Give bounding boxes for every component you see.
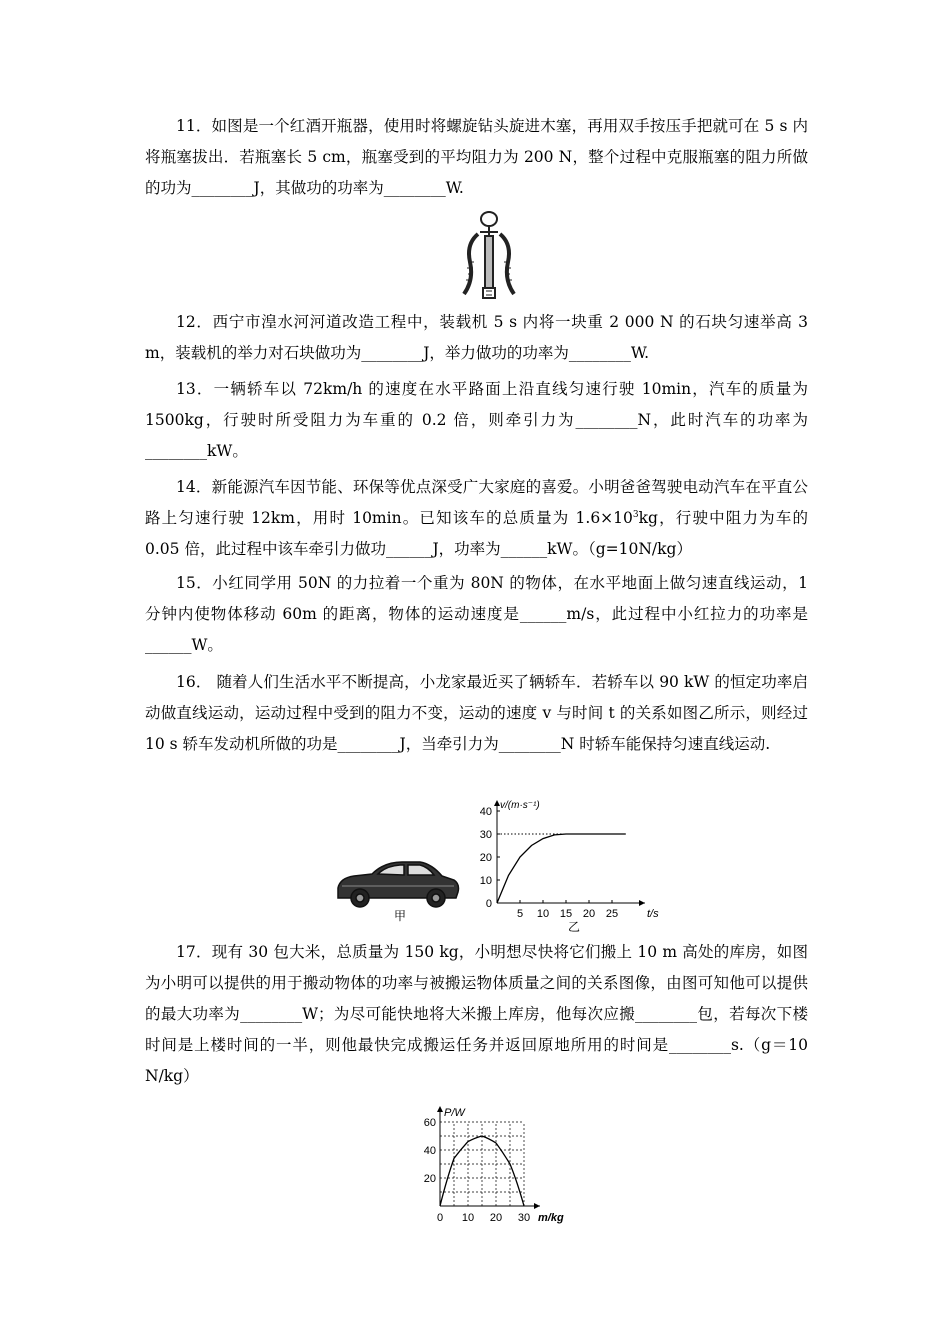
question-12-text: 12．西宁市湟水河河道改造工程中，装载机 5 s 内将一块重 2 000 N 的石块匀速举高 3 m，装载机的举力对石块做功为________J，举力做功的功率为________W. xyxy=(145,313,808,362)
y-tick-label: 20 xyxy=(423,1173,436,1185)
x-axis-arrow xyxy=(639,900,645,906)
question-13-text: 13．一辆轿车以 72km/h 的速度在水平路面上沿直线匀速行驶 10min，汽车的质量为1500kg，行驶时所受阻力为车重的 0.2 倍，则牵引力为________N，此时汽车的功率为________kW。 xyxy=(145,380,808,460)
y-tick-label: 10 xyxy=(479,875,492,887)
question-14-text-b: kg，行驶中阻力为车的 0.05 倍，此过程中该车牵引力做功______J，功率为______kW。（g=10N/kg） xyxy=(145,509,808,558)
x-tick-label: 10 xyxy=(461,1212,475,1224)
y-tick-label: 60 xyxy=(423,1117,436,1129)
x-tick-label: 5 xyxy=(516,908,524,920)
question-14-exponent: 3 xyxy=(632,509,639,520)
x-tick-label: 25 xyxy=(605,908,619,920)
y-axis-label: v/(m·s⁻¹) xyxy=(500,800,540,811)
corkscrew-figure xyxy=(458,210,520,302)
question-14 xyxy=(145,472,808,565)
velocity-time-chart xyxy=(470,796,660,938)
question-13 xyxy=(145,374,808,467)
y-tick-label: 30 xyxy=(479,829,492,841)
x-tick-label: 10 xyxy=(536,908,550,920)
x-tick-label: 0 xyxy=(436,1212,444,1224)
question-12 xyxy=(145,307,808,369)
question-15-text: 15．小红同学用 50N 的力拉着一个重为 80N 的物体，在水平地面上做匀速直线运动，1 分钟内使物体移动 60m 的距离，物体的运动速度是______m/s，此过程中小红拉力的功率是______W。 xyxy=(145,574,808,654)
question-17-text: 17．现有 30 包大米，总质量为 150 kg，小明想尽快将它们搬上 10 m 高处的库房，如图为小明可以提供的用于搬动物体的功率与被搬运物体质量之间的关系图像，由图可知他可以提供的最大功率为________W；为尽可能快地将大米搬上库房，他每次应搬________包，若每次下楼时间是上楼时间的一半，则他最快完成搬运任务并返回原地所用的时间是________s.（g＝10 N/kg） xyxy=(145,943,808,1085)
y-tick-label: 40 xyxy=(423,1145,436,1157)
velocity-curve xyxy=(497,834,626,903)
power-curve xyxy=(440,1136,524,1206)
x-tick-label: 30 xyxy=(517,1212,531,1224)
question-11-text: 11．如图是一个红酒开瓶器，使用时将螺旋钻头旋进木塞，再用双手按压手把就可在 5 s 内将瓶塞拔出．若瓶塞长 5 cm，瓶塞受到的平均阻力为 200 N，整个过程中克服瓶塞的阻力所做的功为________J，其做功的功率为________W. xyxy=(145,117,808,197)
question-11 xyxy=(145,111,808,204)
y-tick-label: 20 xyxy=(479,852,492,864)
car-figure xyxy=(332,852,462,922)
question-15 xyxy=(145,568,808,661)
x-axis-label: m/kg xyxy=(538,1212,564,1224)
question-17 xyxy=(145,937,808,1092)
y-tick-label: 40 xyxy=(479,806,492,818)
question-16-text: 16． 随着人们生活水平不断提高，小龙家最近买了辆轿车．若轿车以 90 kW 的恒定功率启动做直线运动，运动过程中受到的阻力不变，运动的速度 v 与时间 t 的关系如图乙所示，则经过 10 s 轿车发动机所做的功是________J，当牵引力为________N 时轿车能保持匀速直线运动. xyxy=(145,673,808,753)
y-axis-arrow xyxy=(437,1106,443,1112)
x-axis-label: t/s xyxy=(647,908,659,920)
x-tick-label: 20 xyxy=(582,908,596,920)
velocity-chart-label: 乙 xyxy=(568,920,581,934)
x-tick-label: 15 xyxy=(559,908,573,920)
question-14-text-a: 14．新能源汽车因节能、环保等优点深受广大家庭的喜爱。小明爸爸驾驶电动汽车在平直公路上匀速行驶 12km，用时 10min。已知该车的总质量为 1.6×10 xyxy=(145,478,808,527)
y-axis-label: P/W xyxy=(444,1107,465,1119)
power-mass-chart xyxy=(416,1100,576,1228)
x-axis-arrow xyxy=(534,1203,540,1209)
x-tick-label: 20 xyxy=(489,1212,503,1224)
y-tick-label: 0 xyxy=(485,898,492,910)
car-figure-label: 甲 xyxy=(394,909,407,922)
question-16 xyxy=(145,667,808,760)
